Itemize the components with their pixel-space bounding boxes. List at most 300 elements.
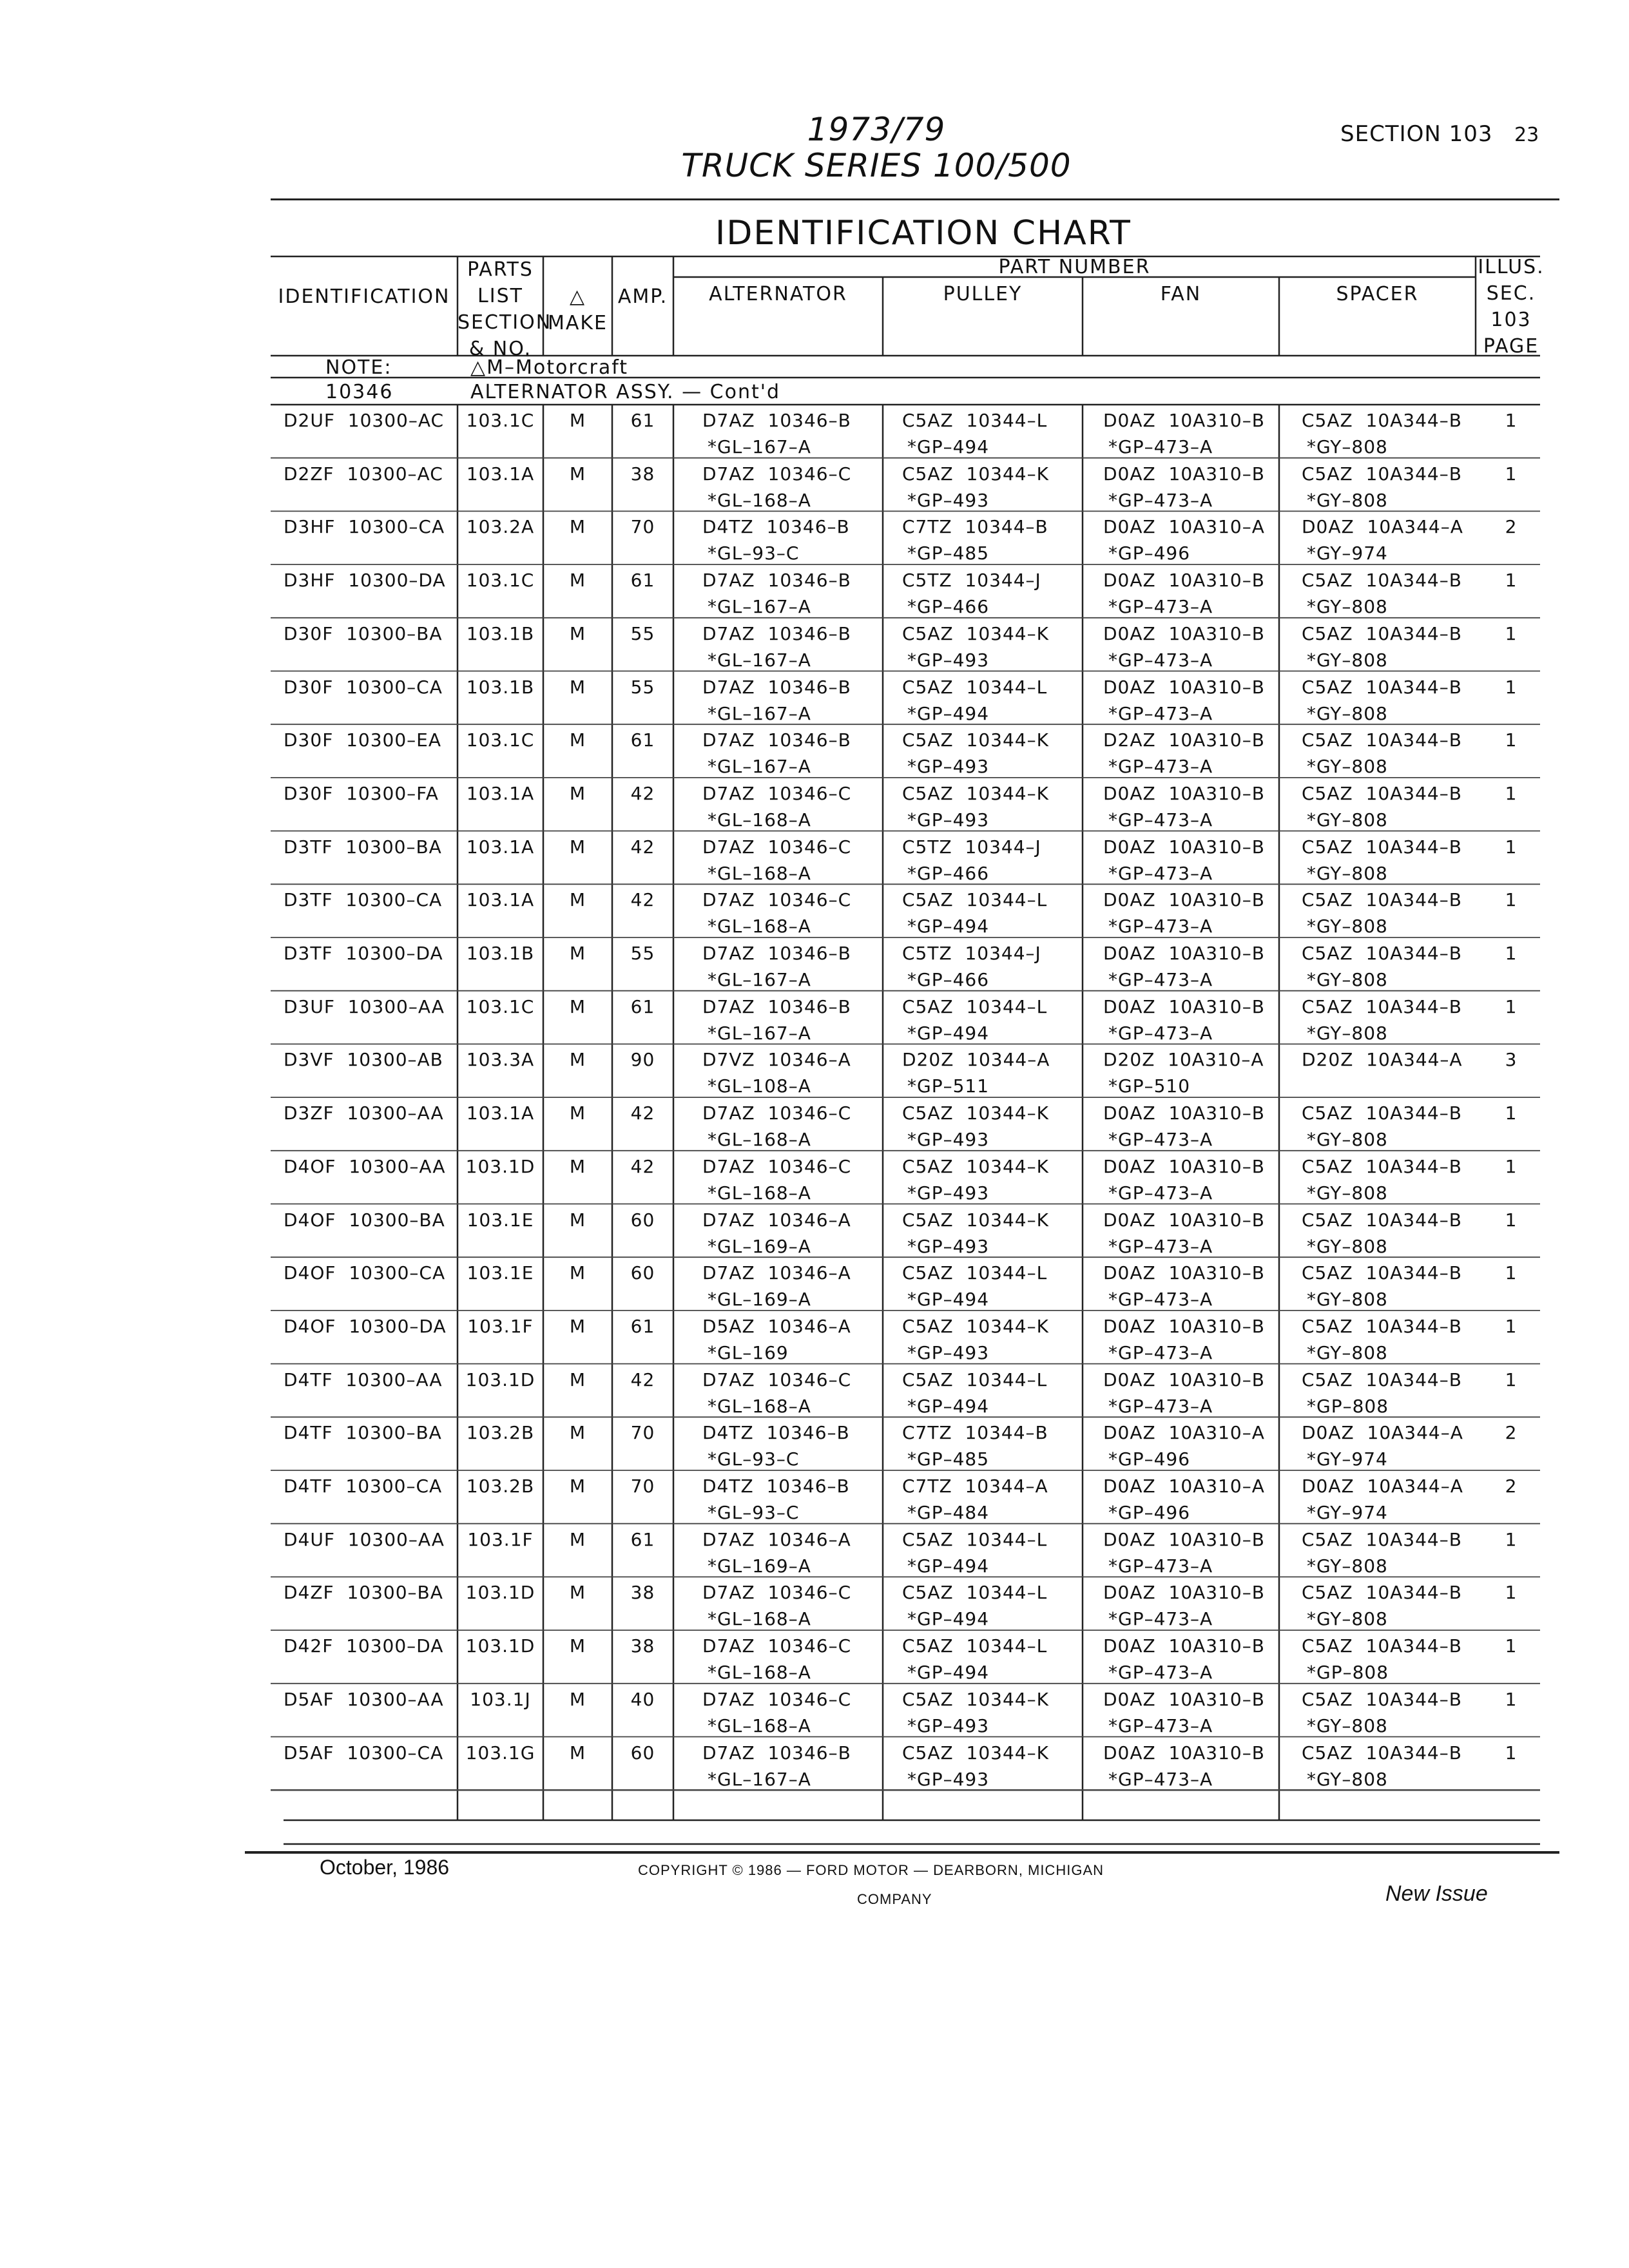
spacer-cell-code: *GY–808 [1307,1182,1388,1204]
fan-cell-code: *GP–473–A [1108,1289,1213,1311]
make-cell: M [569,1688,586,1710]
fan-cell-part: D2AZ 10A310–B [1103,729,1265,751]
pulley-cell [902,1419,1083,1472]
fan-cell-code: *GP–496 [1108,1448,1191,1470]
make-cell: M [569,1582,586,1604]
spacer-cell-part: C5AZ 10A344–B [1302,1155,1462,1177]
amp-cell: 61 [630,995,655,1017]
alternator-cell [702,1526,883,1579]
spacer-cell-part: C5AZ 10A344–B [1302,1635,1462,1657]
parts-list-cell: 103.2B [466,1422,535,1444]
pulley-cell-code: *GP–494 [907,1395,990,1417]
spacer-cell [1302,887,1476,939]
parts-list-cell: 103.3A [466,1049,535,1071]
spacer-cell [1302,727,1476,780]
amp-cell: 38 [630,463,655,485]
illus-page-cell: 1 [1505,1155,1518,1177]
alternator-cell [702,1046,883,1099]
alternator-cell-part: D7AZ 10346–A [702,1262,851,1284]
parts-list-cell: 103.1A [466,836,535,858]
pulley-cell [902,940,1083,993]
parts-list-cell: 103.1D [465,1369,535,1390]
footer-company: COMPANY [857,1891,932,1907]
alternator-cell [702,727,883,780]
note-text: △M–Motorcraft [470,356,628,379]
pulley-cell-code: *GP–494 [907,1608,990,1630]
identification-cell: D5AF 10300–CA [284,1742,444,1763]
make-cell: M [569,622,586,644]
spacer-cell [1302,407,1476,460]
alternator-cell-part: D7AZ 10346–B [702,410,851,431]
make-cell: M [569,1155,586,1177]
alternator-cell-part: D7AZ 10346–C [702,463,852,485]
spacer-cell-code: *GY–808 [1307,702,1388,724]
fan-cell [1103,567,1279,620]
illus-page-cell: 2 [1505,1422,1518,1444]
identification-cell: D4OF 10300–CA [284,1262,446,1284]
illus-page-cell: 1 [1505,1742,1518,1763]
parts-list-cell: 103.1B [466,676,535,698]
parts-list-cell: 103.1B [466,943,535,964]
fan-cell [1103,620,1279,673]
spacer-cell-part: C5AZ 10A344–B [1302,943,1462,964]
spacer-cell-part: D0AZ 10A344–A [1302,516,1463,538]
parts-list-cell: 103.1C [466,410,535,431]
alternator-cell-code: *GL–167–A [708,436,811,457]
fan-cell-code: *GP–510 [1108,1075,1191,1097]
spacer-cell [1302,1313,1476,1366]
years-title: 1973/79 [807,111,946,148]
spacer-cell [1302,994,1476,1046]
spacer-cell-code: *GY–808 [1307,1768,1388,1790]
illus-page-cell: 1 [1505,836,1518,858]
illus-page-cell: 1 [1505,1369,1518,1390]
identification-cell: D4TF 10300–CA [284,1475,443,1497]
identification-cell: D5AF 10300–AA [284,1688,444,1710]
alternator-cell-code: *GL–167–A [708,702,811,724]
alternator-cell-part: D7AZ 10346–C [702,836,852,858]
pulley-cell-code: *GP–494 [907,702,990,724]
spacer-cell [1302,514,1476,566]
spacer-cell [1302,834,1476,887]
pulley-cell-part: C5AZ 10344–K [902,1102,1049,1124]
pulley-cell-part: C5AZ 10344–K [902,1155,1049,1177]
pulley-cell-code: *GP–466 [907,969,990,990]
spacer-cell-part: C5AZ 10A344–B [1302,410,1462,431]
spacer-cell-code: *GY–808 [1307,1022,1388,1044]
fan-cell-part: D0AZ 10A310–B [1103,1102,1265,1124]
pulley-cell-code: *GP–493 [907,1768,990,1790]
alternator-cell [702,1579,883,1632]
spacer-cell [1302,1367,1476,1419]
amp-cell: 70 [630,1475,655,1497]
amp-cell: 42 [630,1102,655,1124]
alternator-cell-part: D7AZ 10346–C [702,1635,852,1657]
pulley-cell [902,780,1083,833]
alternator-cell-part: D4TZ 10346–B [702,1475,850,1497]
alternator-cell-part: D5AZ 10346–A [702,1315,851,1337]
illus-header-line1: ILLUS. [1478,256,1545,278]
make-cell: M [569,782,586,804]
fan-cell [1103,514,1279,566]
spacer-cell-part: D0AZ 10A344–A [1302,1475,1463,1497]
alternator-cell-code: *GL–169–A [708,1555,811,1577]
amp-cell: 70 [630,1422,655,1444]
fan-cell-code: *GP–473–A [1108,702,1213,724]
parts-list-cell: 103.1A [466,889,535,911]
pulley-cell-code: *GP–494 [907,916,990,937]
fan-cell-part: D0AZ 10A310–B [1103,1635,1265,1657]
fan-cell [1103,1207,1279,1260]
pulley-cell-part: D20Z 10344–A [902,1049,1050,1071]
identification-cell: D3TF 10300–CA [284,889,443,911]
pulley-cell-part: C5AZ 10344–K [902,1742,1049,1763]
fan-cell-part: D0AZ 10A310–B [1103,463,1265,485]
alternator-cell-code: *GL–167–A [708,1768,811,1790]
fan-cell-part: D0AZ 10A310–B [1103,676,1265,698]
spacer-cell [1302,940,1476,993]
pulley-cell-part: C5AZ 10344–K [902,1209,1049,1231]
pulley-cell-code: *GP–494 [907,436,990,457]
amp-cell: 38 [630,1635,655,1657]
pulley-cell-code: *GP–484 [907,1502,990,1523]
pulley-cell-part: C5AZ 10344–K [902,782,1049,804]
alternator-cell-part: D7AZ 10346–C [702,1369,852,1390]
identification-cell: D4UF 10300–AA [284,1528,445,1550]
pulley-cell-code: *GP–493 [907,1715,990,1736]
parts-list-cell: 103.1J [470,1688,531,1710]
alternator-cell-code: *GL–169–A [708,1235,811,1257]
alternator-cell-part: D7AZ 10346–B [702,995,851,1017]
fan-cell-code: *GP–473–A [1108,756,1213,778]
spacer-cell-part: D20Z 10A344–A [1302,1049,1463,1071]
pulley-cell-part: C5TZ 10344–J [902,570,1041,591]
illus-page-cell: 2 [1505,1475,1518,1497]
identification-cell: D4ZF 10300–BA [284,1582,443,1604]
alternator-cell [702,461,883,514]
spacer-cell [1302,780,1476,833]
pulley-cell [902,1313,1083,1366]
fan-cell-code: *GP–473–A [1108,1129,1213,1151]
fan-cell-code: *GP–473–A [1108,1662,1213,1684]
pulley-cell-part: C7TZ 10344–B [902,1422,1048,1444]
alternator-cell-part: D7AZ 10346–B [702,1742,851,1763]
alternator-header: ALTERNATOR [709,283,847,305]
make-cell: M [569,1209,586,1231]
spacer-cell [1302,1526,1476,1579]
identification-cell: D3HF 10300–CA [284,516,445,538]
identification-cell: D4OF 10300–AA [284,1155,446,1177]
alternator-cell-code: *GL–168–A [708,489,811,511]
alternator-cell [702,514,883,566]
fan-cell [1103,1526,1279,1579]
pulley-cell-part: C5AZ 10344–L [902,1262,1048,1284]
amp-cell: 42 [630,782,655,804]
parts-list-cell: 103.1D [465,1582,535,1604]
spacer-cell-code: *GY–808 [1307,1555,1388,1577]
fan-cell-part: D0AZ 10A310–B [1103,836,1265,858]
make-cell: M [569,1262,586,1284]
alternator-cell [702,1207,883,1260]
footer-copyright: COPYRIGHT © 1986 — FORD MOTOR — DEARBORN, MICHIGAN [638,1862,1104,1878]
spacer-cell-code: *GY–808 [1307,969,1388,990]
fan-cell-code: *GP–473–A [1108,489,1213,511]
parts-list-cell: 103.1A [466,782,535,804]
spacer-cell-code: *GY–808 [1307,1341,1388,1363]
spacer-cell-part: C5AZ 10A344–B [1302,1209,1462,1231]
note-label: NOTE: [325,356,392,379]
fan-cell [1103,1313,1279,1366]
fan-cell-part: D0AZ 10A310–A [1103,516,1265,538]
fan-cell-code: *GP–473–A [1108,1715,1213,1736]
spacer-cell-part: C5AZ 10A344–B [1302,782,1462,804]
pulley-cell-part: C5AZ 10344–K [902,729,1049,751]
section-label: SECTION 103 [1340,121,1493,147]
fan-cell [1103,834,1279,887]
parts-list-cell: 103.1A [466,1102,535,1124]
identification-cell: D3ZF 10300–AA [284,1102,444,1124]
spacer-cell [1302,674,1476,727]
alternator-cell [702,780,883,833]
identification-cell: D2UF 10300–AC [284,410,445,431]
page-number: 23 [1514,124,1539,146]
pulley-cell-code: *GP–485 [907,1448,990,1470]
parts-list-cell: 103.1G [465,1742,535,1763]
identification-cell: D30F 10300–CA [284,676,443,698]
identification-header: IDENTIFICATION [278,285,450,308]
alternator-cell-code: *GL–108–A [708,1075,811,1097]
make-header [543,284,612,336]
alternator-cell-code: *GL–167–A [708,649,811,671]
fan-header: FAN [1160,283,1202,305]
alternator-cell [702,1740,883,1792]
make-cell: M [569,1102,586,1124]
parts-list-cell: 103.2B [466,1475,535,1497]
pulley-cell-part: C5AZ 10344–L [902,1582,1048,1604]
illus-page-cell: 1 [1505,410,1518,431]
spacer-cell-code: *GP–808 [1307,1395,1389,1417]
pulley-cell-code: *GP–494 [907,1022,990,1044]
alternator-cell-part: D7AZ 10346–B [702,943,851,964]
alternator-cell-code: *GL–168–A [708,1608,811,1630]
make-cell: M [569,1475,586,1497]
identification-cell: D2ZF 10300–AC [284,463,443,485]
amp-cell: 42 [630,889,655,911]
make-header-triangle: △ [569,285,586,308]
amp-cell: 70 [630,516,655,538]
amp-cell: 42 [630,1155,655,1177]
amp-cell: 61 [630,1315,655,1337]
alternator-cell-code: *GL–169–A [708,1289,811,1311]
fan-cell-part: D0AZ 10A310–B [1103,1155,1265,1177]
pulley-cell [902,1686,1083,1739]
fan-cell-part: D0AZ 10A310–A [1103,1475,1265,1497]
illus-page-cell: 1 [1505,1315,1518,1337]
amp-cell: 55 [630,622,655,644]
pulley-cell [902,1100,1083,1153]
pulley-cell [902,1367,1083,1419]
pulley-cell [902,567,1083,620]
spacer-cell [1302,1419,1476,1472]
spacer-cell-code: *GY–974 [1307,543,1388,564]
fan-cell-code: *GP–473–A [1108,436,1213,457]
pulley-cell-part: C5AZ 10344–K [902,1688,1049,1710]
parts-list-cell: 103.1C [466,995,535,1017]
spacer-cell [1302,1740,1476,1792]
spacer-cell-code: *GY–808 [1307,1235,1388,1257]
fan-cell-code: *GP–473–A [1108,1182,1213,1204]
make-cell: M [569,995,586,1017]
fan-cell-code: *GP–473–A [1108,1235,1213,1257]
make-cell: M [569,729,586,751]
fan-cell [1103,1579,1279,1632]
fan-cell-code: *GP–473–A [1108,862,1213,884]
series-title: TRUCK SERIES 100/500 [681,147,1072,184]
spacer-cell-part: C5AZ 10A344–B [1302,995,1462,1017]
fan-cell [1103,1260,1279,1312]
amp-cell: 60 [630,1262,655,1284]
fan-cell [1103,887,1279,939]
spacer-cell [1302,567,1476,620]
fan-cell [1103,1419,1279,1472]
amp-cell: 90 [630,1049,655,1071]
spacer-cell-code: *GY–974 [1307,1448,1388,1470]
parts-list-cell: 103.1F [467,1528,534,1550]
alternator-cell-code: *GL–93–C [708,543,800,564]
spacer-cell [1302,1046,1476,1073]
alternator-cell [702,407,883,460]
parts-list-cell: 103.1E [467,1209,534,1231]
identification-cell: D4TF 10300–AA [284,1369,443,1390]
pulley-cell-code: *GP–511 [907,1075,990,1097]
fan-cell-part: D0AZ 10A310–B [1103,995,1265,1017]
fan-cell-part: D0AZ 10A310–B [1103,1742,1265,1763]
alternator-cell [702,620,883,673]
pulley-cell [902,1633,1083,1686]
alternator-cell [702,1100,883,1153]
parts-list-header [458,256,552,362]
pulley-cell-code: *GP–485 [907,543,990,564]
pulley-cell-part: C5AZ 10344–L [902,1528,1048,1550]
spacer-cell-code: *GY–808 [1307,489,1388,511]
alternator-cell-code: *GL–168–A [708,1715,811,1736]
pulley-cell-code: *GP–493 [907,809,990,831]
alternator-cell [702,887,883,939]
alternator-cell-code: *GL–93–C [708,1502,800,1523]
pulley-cell [902,620,1083,673]
alternator-cell [702,674,883,727]
pulley-cell-part: C5AZ 10344–K [902,1315,1049,1337]
fan-cell-code: *GP–473–A [1108,1608,1213,1630]
fan-cell [1103,780,1279,833]
pulley-cell [902,514,1083,566]
alternator-cell [702,1260,883,1312]
pulley-cell-code: *GP–493 [907,1235,990,1257]
spacer-cell-part: C5AZ 10A344–B [1302,570,1462,591]
spacer-cell-code: *GY–974 [1307,1502,1388,1523]
parts-list-cell: 103.1C [466,570,535,591]
pulley-cell-part: C7TZ 10344–B [902,516,1048,538]
fan-cell-code: *GP–473–A [1108,809,1213,831]
spacer-cell-part: C5AZ 10A344–B [1302,1102,1462,1124]
spacer-cell [1302,620,1476,673]
pulley-cell-code: *GP–494 [907,1555,990,1577]
alternator-cell-code: *GL–168–A [708,1182,811,1204]
alternator-cell-part: D7AZ 10346–C [702,889,852,911]
alternator-cell [702,1686,883,1739]
fan-cell-code: *GP–473–A [1108,1768,1213,1790]
spacer-cell-code: *GP–808 [1307,1662,1389,1684]
pulley-cell [902,994,1083,1046]
amp-cell: 42 [630,836,655,858]
fan-cell [1103,1153,1279,1206]
amp-cell: 55 [630,943,655,964]
alternator-cell [702,567,883,620]
fan-cell-part: D0AZ 10A310–B [1103,1688,1265,1710]
illus-header [1476,254,1547,360]
pulley-cell [902,461,1083,514]
spacer-cell-part: C5AZ 10A344–B [1302,1742,1462,1763]
amp-cell: 61 [630,570,655,591]
pulley-cell-part: C7TZ 10344–A [902,1475,1048,1497]
fan-cell-part: D0AZ 10A310–B [1103,943,1265,964]
fan-cell [1103,994,1279,1046]
spacer-cell-part: C5AZ 10A344–B [1302,463,1462,485]
fan-cell-code: *GP–473–A [1108,649,1213,671]
fan-cell-code: *GP–496 [1108,543,1191,564]
illus-page-cell: 1 [1505,995,1518,1017]
pulley-cell-part: C5AZ 10344–L [902,676,1048,698]
pulley-cell-code: *GP–493 [907,489,990,511]
make-cell: M [569,836,586,858]
alternator-cell-part: D7AZ 10346–C [702,1582,852,1604]
parts-list-cell: 103.1C [466,729,535,751]
spacer-cell-code: *GY–808 [1307,1289,1388,1311]
identification-cell: D30F 10300–BA [284,622,443,644]
pulley-cell-part: C5AZ 10344–L [902,1635,1048,1657]
fan-cell [1103,1633,1279,1686]
pulley-cell-part: C5AZ 10344–L [902,1369,1048,1390]
illus-page-cell: 1 [1505,889,1518,911]
footer-issue: New Issue [1385,1881,1488,1906]
fan-cell [1103,461,1279,514]
alternator-cell [702,1419,883,1472]
identification-cell: D30F 10300–FA [284,782,439,804]
identification-cell: D3VF 10300–AB [284,1049,443,1071]
pulley-cell-part: C5TZ 10344–J [902,836,1041,858]
alternator-cell-code: *GL–93–C [708,1448,800,1470]
identification-cell: D3TF 10300–DA [284,943,443,964]
illus-page-cell: 1 [1505,943,1518,964]
amp-cell: 55 [630,676,655,698]
fan-cell-part: D0AZ 10A310–B [1103,889,1265,911]
spacer-cell-code: *GY–808 [1307,649,1388,671]
alternator-cell [702,940,883,993]
make-cell: M [569,463,586,485]
amp-cell: 61 [630,729,655,751]
pulley-cell-part: C5AZ 10344–L [902,889,1048,911]
pulley-cell-code: *GP–493 [907,756,990,778]
alternator-cell-code: *GL–167–A [708,1022,811,1044]
identification-cell: D30F 10300–EA [284,729,442,751]
pulley-cell [902,1207,1083,1260]
identification-cell: D3TF 10300–BA [284,836,442,858]
amp-cell: 61 [630,1528,655,1550]
illus-page-cell: 1 [1505,1635,1518,1657]
fan-cell [1103,1740,1279,1792]
amp-cell: 42 [630,1369,655,1390]
spacer-cell-part: C5AZ 10A344–B [1302,676,1462,698]
